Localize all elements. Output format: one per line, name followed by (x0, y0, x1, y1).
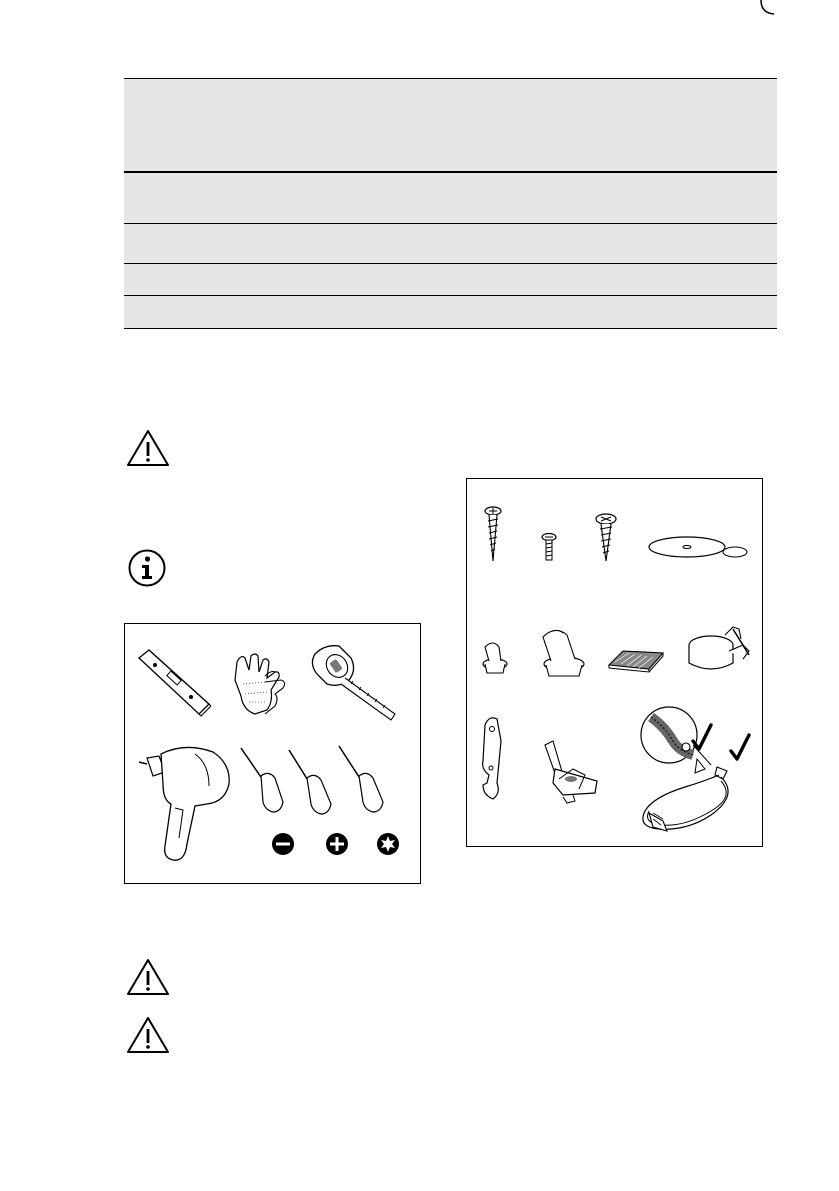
wood-screw-long-icon (485, 507, 501, 561)
table-row (124, 224, 777, 263)
table-row (124, 79, 777, 171)
tape-measure-icon (312, 646, 395, 720)
warning-triangle-icon (126, 429, 170, 467)
checkmark-icon (731, 735, 749, 759)
table-row (124, 173, 777, 223)
hinge-icon (545, 741, 597, 803)
table-row (124, 296, 777, 328)
flat-screwdriver-icon (241, 748, 283, 812)
warning-triangle-icon (126, 958, 170, 996)
gloves-icon (235, 654, 285, 714)
machine-screw-short-icon (542, 534, 556, 561)
washer-large-icon (649, 537, 725, 557)
info-circle-icon (127, 548, 167, 588)
power-cable-icon (641, 707, 728, 831)
pipe-clamp-icon (689, 627, 749, 669)
torx-head-symbol-icon (377, 833, 399, 855)
spirit-level-icon (139, 650, 211, 716)
wood-screw-flat-head-icon (596, 514, 616, 561)
flat-head-symbol-icon (272, 833, 294, 855)
parts-figure (466, 478, 763, 847)
table-bottom-rule (124, 328, 777, 329)
spanner-icon (483, 718, 501, 799)
cordless-drill-icon (139, 747, 229, 860)
washer-small-icon (723, 547, 747, 557)
grease-filter-icon (609, 651, 663, 672)
table-row (124, 264, 777, 295)
phillips-screwdriver-icon (289, 750, 331, 814)
tools-figure (124, 623, 421, 884)
torx-screwdriver-icon (339, 746, 383, 812)
phillips-head-symbol-icon (326, 833, 348, 855)
corner-bracket-icon (760, 0, 790, 20)
cable-clip-large-icon (543, 630, 584, 676)
warning-triangle-icon (126, 1016, 170, 1054)
cable-clip-small-icon (483, 643, 507, 673)
